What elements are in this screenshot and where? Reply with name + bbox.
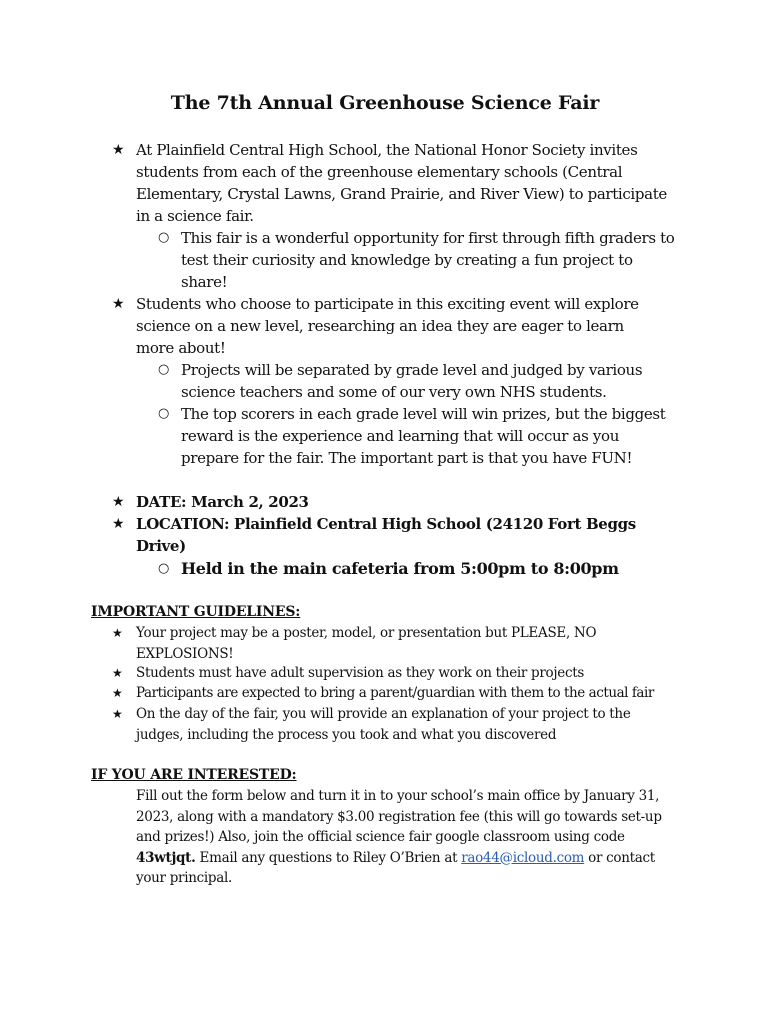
- guidelines-heading: IMPORTANT GUIDELINES:: [91, 604, 301, 620]
- star-bullet-icon: ★: [112, 494, 125, 510]
- guideline-text-1: Your project may be a poster, model, or presentation but PLEASE, NO EXPLOSIONS!: [136, 625, 597, 662]
- interested-heading: IF YOU ARE INTERESTED:: [91, 767, 297, 783]
- event-location: LOCATION: Plainfield Central High School (24120 Fort Beggs Drive): [136, 515, 636, 555]
- star-bullet-icon: ★: [112, 707, 123, 721]
- intro-sub-text-2-1: Projects will be separated by grade level and judged by various science teachers and some of our very own NHS students.: [181, 361, 643, 401]
- guideline-text-3: Participants are expected to bring a parent/guardian with them to the actual fair: [136, 685, 654, 701]
- star-bullet-icon: ★: [112, 626, 123, 640]
- guideline-text-2: Students must have adult supervision as they work on their projects: [136, 665, 584, 681]
- interested-email-text: Email any questions to Riley O’Brien at: [199, 849, 458, 866]
- intro-text-2: Students who choose to participate in this exciting event will explore science on a new level, researching an idea they are eager to learn more about!: [136, 295, 639, 357]
- star-bullet-icon: ★: [112, 142, 125, 158]
- intro-sub-text-2-2: The top scorers in each grade level will win prizes, but the biggest reward is the experience and learning that will occur as you prepare for the fair. The important part is that you have FUN!: [181, 405, 666, 467]
- circle-bullet-icon: ○: [158, 362, 170, 377]
- circle-bullet-icon: ○: [158, 230, 170, 245]
- guideline-text-4: On the day of the fair, you will provide an explanation of your project to the judges, including the process you took and what you discovered: [136, 706, 631, 743]
- interested-closing-text: or contact your principal.: [136, 849, 655, 886]
- circle-bullet-icon: ○: [158, 406, 170, 421]
- interested-text: Fill out the form below and turn it in to your school’s main office by January 31, 2023, along with a mandatory $3.00 registration fee (this will go towards set-up and prizes!) Also, join the official science fair google classroom using code: [136, 788, 662, 845]
- email-link[interactable]: rao44@icloud.com: [461, 849, 585, 866]
- intro-sub-text-1-1: This fair is a wonderful opportunity for first through fifth graders to test their curiosity and knowledge by creating a fun project to share!: [181, 229, 675, 291]
- star-bullet-icon: ★: [112, 686, 123, 700]
- circle-bullet-icon: ○: [158, 561, 170, 576]
- page-title: The 7th Annual Greenhouse Science Fair: [170, 92, 600, 114]
- intro-text-1: At Plainfield Central High School, the National Honor Society invites students from each of the greenhouse elementary schools (Central Elementary, Crystal Lawns, Grand Prairie, and River View) to participate in a science fair.: [136, 141, 667, 225]
- star-bullet-icon: ★: [112, 296, 125, 312]
- star-bullet-icon: ★: [112, 666, 123, 680]
- event-held: Held in the main cafeteria from 5:00pm to 8:00pm: [181, 559, 619, 578]
- classroom-code: 43wtjqt.: [136, 849, 196, 866]
- event-date: DATE: March 2, 2023: [136, 493, 309, 511]
- interested-paragraph: [136, 786, 676, 889]
- star-bullet-icon: ★: [112, 516, 125, 532]
